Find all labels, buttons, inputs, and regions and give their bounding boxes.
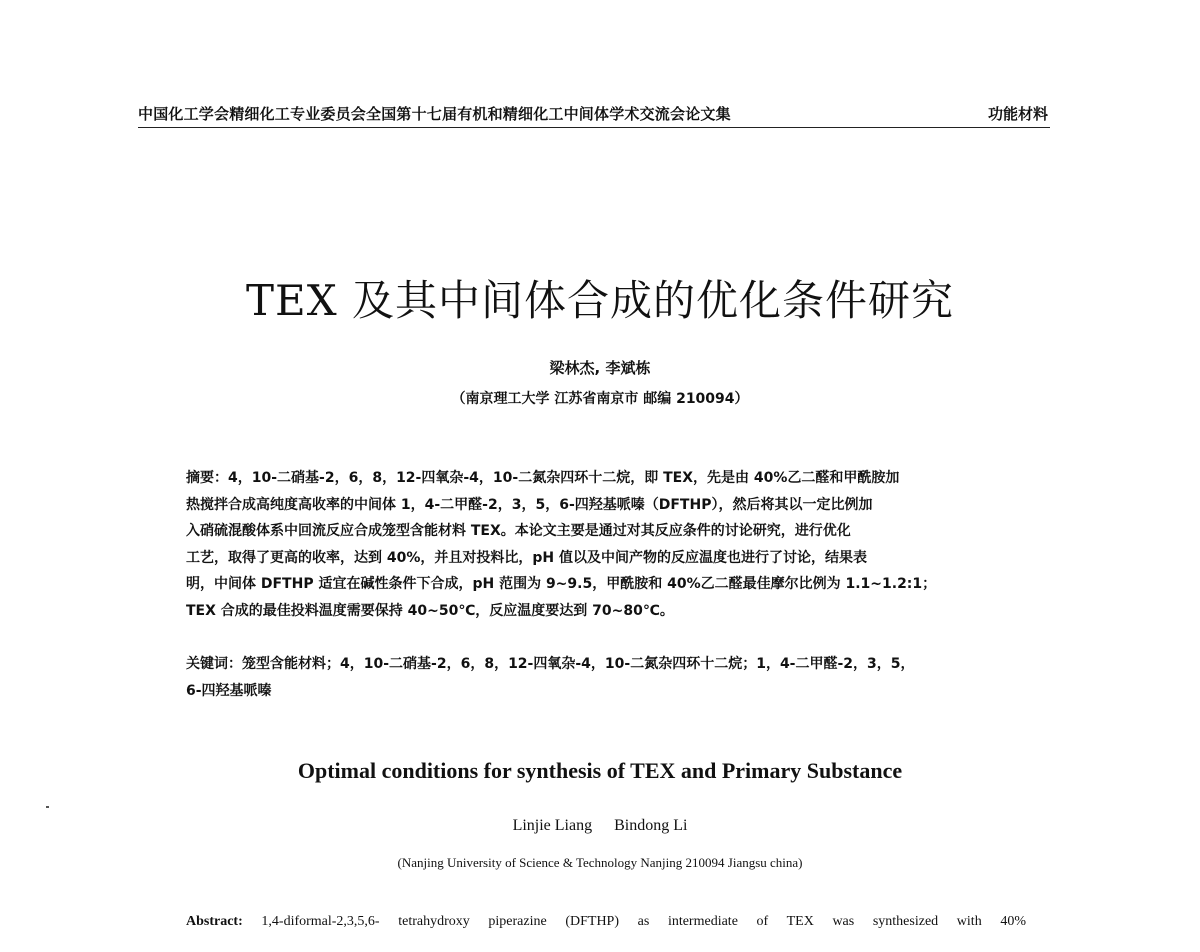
- paper-title-english: Optimal conditions for synthesis of TEX and Primary Substance: [297, 758, 903, 783]
- abstract-line: 摘要：4，10-二硝基-2，6，8，12-四氧杂-4，10-二氮杂四环十二烷，即 TEX，先是由 40%乙二醛和甲酰胺加: [186, 470, 900, 486]
- abstract-text: 1,4-diformal-2,3,5,6- tetrahydroxy piperazine (DFTHP) as intermediate of TEX was synthesized with 40%: [242, 914, 1026, 929]
- affiliation-english: (Nanjing University of Science & Technology Nanjing 210094 Jiangsu china): [397, 855, 803, 870]
- section-label: 功能材料: [987, 105, 1048, 123]
- author-1: Linjie Liang: [512, 817, 593, 834]
- keywords-line: 关键词：笼型含能材料；4，10-二硝基-2，6，8，12-四氧杂-4，10-二氮杂四环十二烷；1，4-二甲醛-2，3，5，: [186, 656, 915, 672]
- author-2: Bindong Li: [614, 817, 688, 834]
- proceedings-title: 中国化工学会精细化工专业委员会全国第十七届有机和精细化工中间体学术交流会论文集: [138, 105, 731, 123]
- abstract-line: 入硝硫混酸体系中回流反应合成笼型含能材料 TEX。本论文主要是通过对其反应条件的讨论研究，进行优化: [186, 523, 851, 539]
- abstract-line: 工艺，取得了更高的收率，达到 40%，并且对投料比，pH 值以及中间产物的反应温度也进行了讨论，结果表: [186, 549, 867, 566]
- abstract-line: 明，中间体 DFTHP 适宜在碱性条件下合成，pH 范围为 9~9.5，甲酰胺和 40%乙二醛最佳摩尔比例为 1.1~1.2:1；: [186, 576, 937, 592]
- abstract-label: Abstract:: [186, 914, 243, 929]
- keywords-line: 6-四羟基哌嗪: [186, 682, 272, 699]
- authors-chinese: 梁林杰, 李斌栋: [549, 359, 651, 377]
- authors-english: [0, 817, 1200, 835]
- abstract-line: TEX 合成的最佳投料温度需要保持 40~50℃，反应温度要达到 70~80℃。: [186, 602, 674, 619]
- paper-title-chinese: TEX 及其中间体合成的优化条件研究: [246, 276, 954, 325]
- abstract-line: 热搅拌合成高纯度高收率的中间体 1，4-二甲醛-2，3，5，6-四羟基哌嗪（DFTHP），然后将其以一定比例加: [186, 496, 873, 513]
- abstract-english: [186, 914, 1026, 930]
- running-header: [138, 103, 1050, 128]
- keywords-chinese: [186, 651, 1026, 704]
- scan-artifact: [46, 806, 49, 808]
- abstract-chinese: [186, 465, 1026, 624]
- affiliation-chinese: （南京理工大学 江苏省南京市 邮编 210094）: [451, 391, 749, 407]
